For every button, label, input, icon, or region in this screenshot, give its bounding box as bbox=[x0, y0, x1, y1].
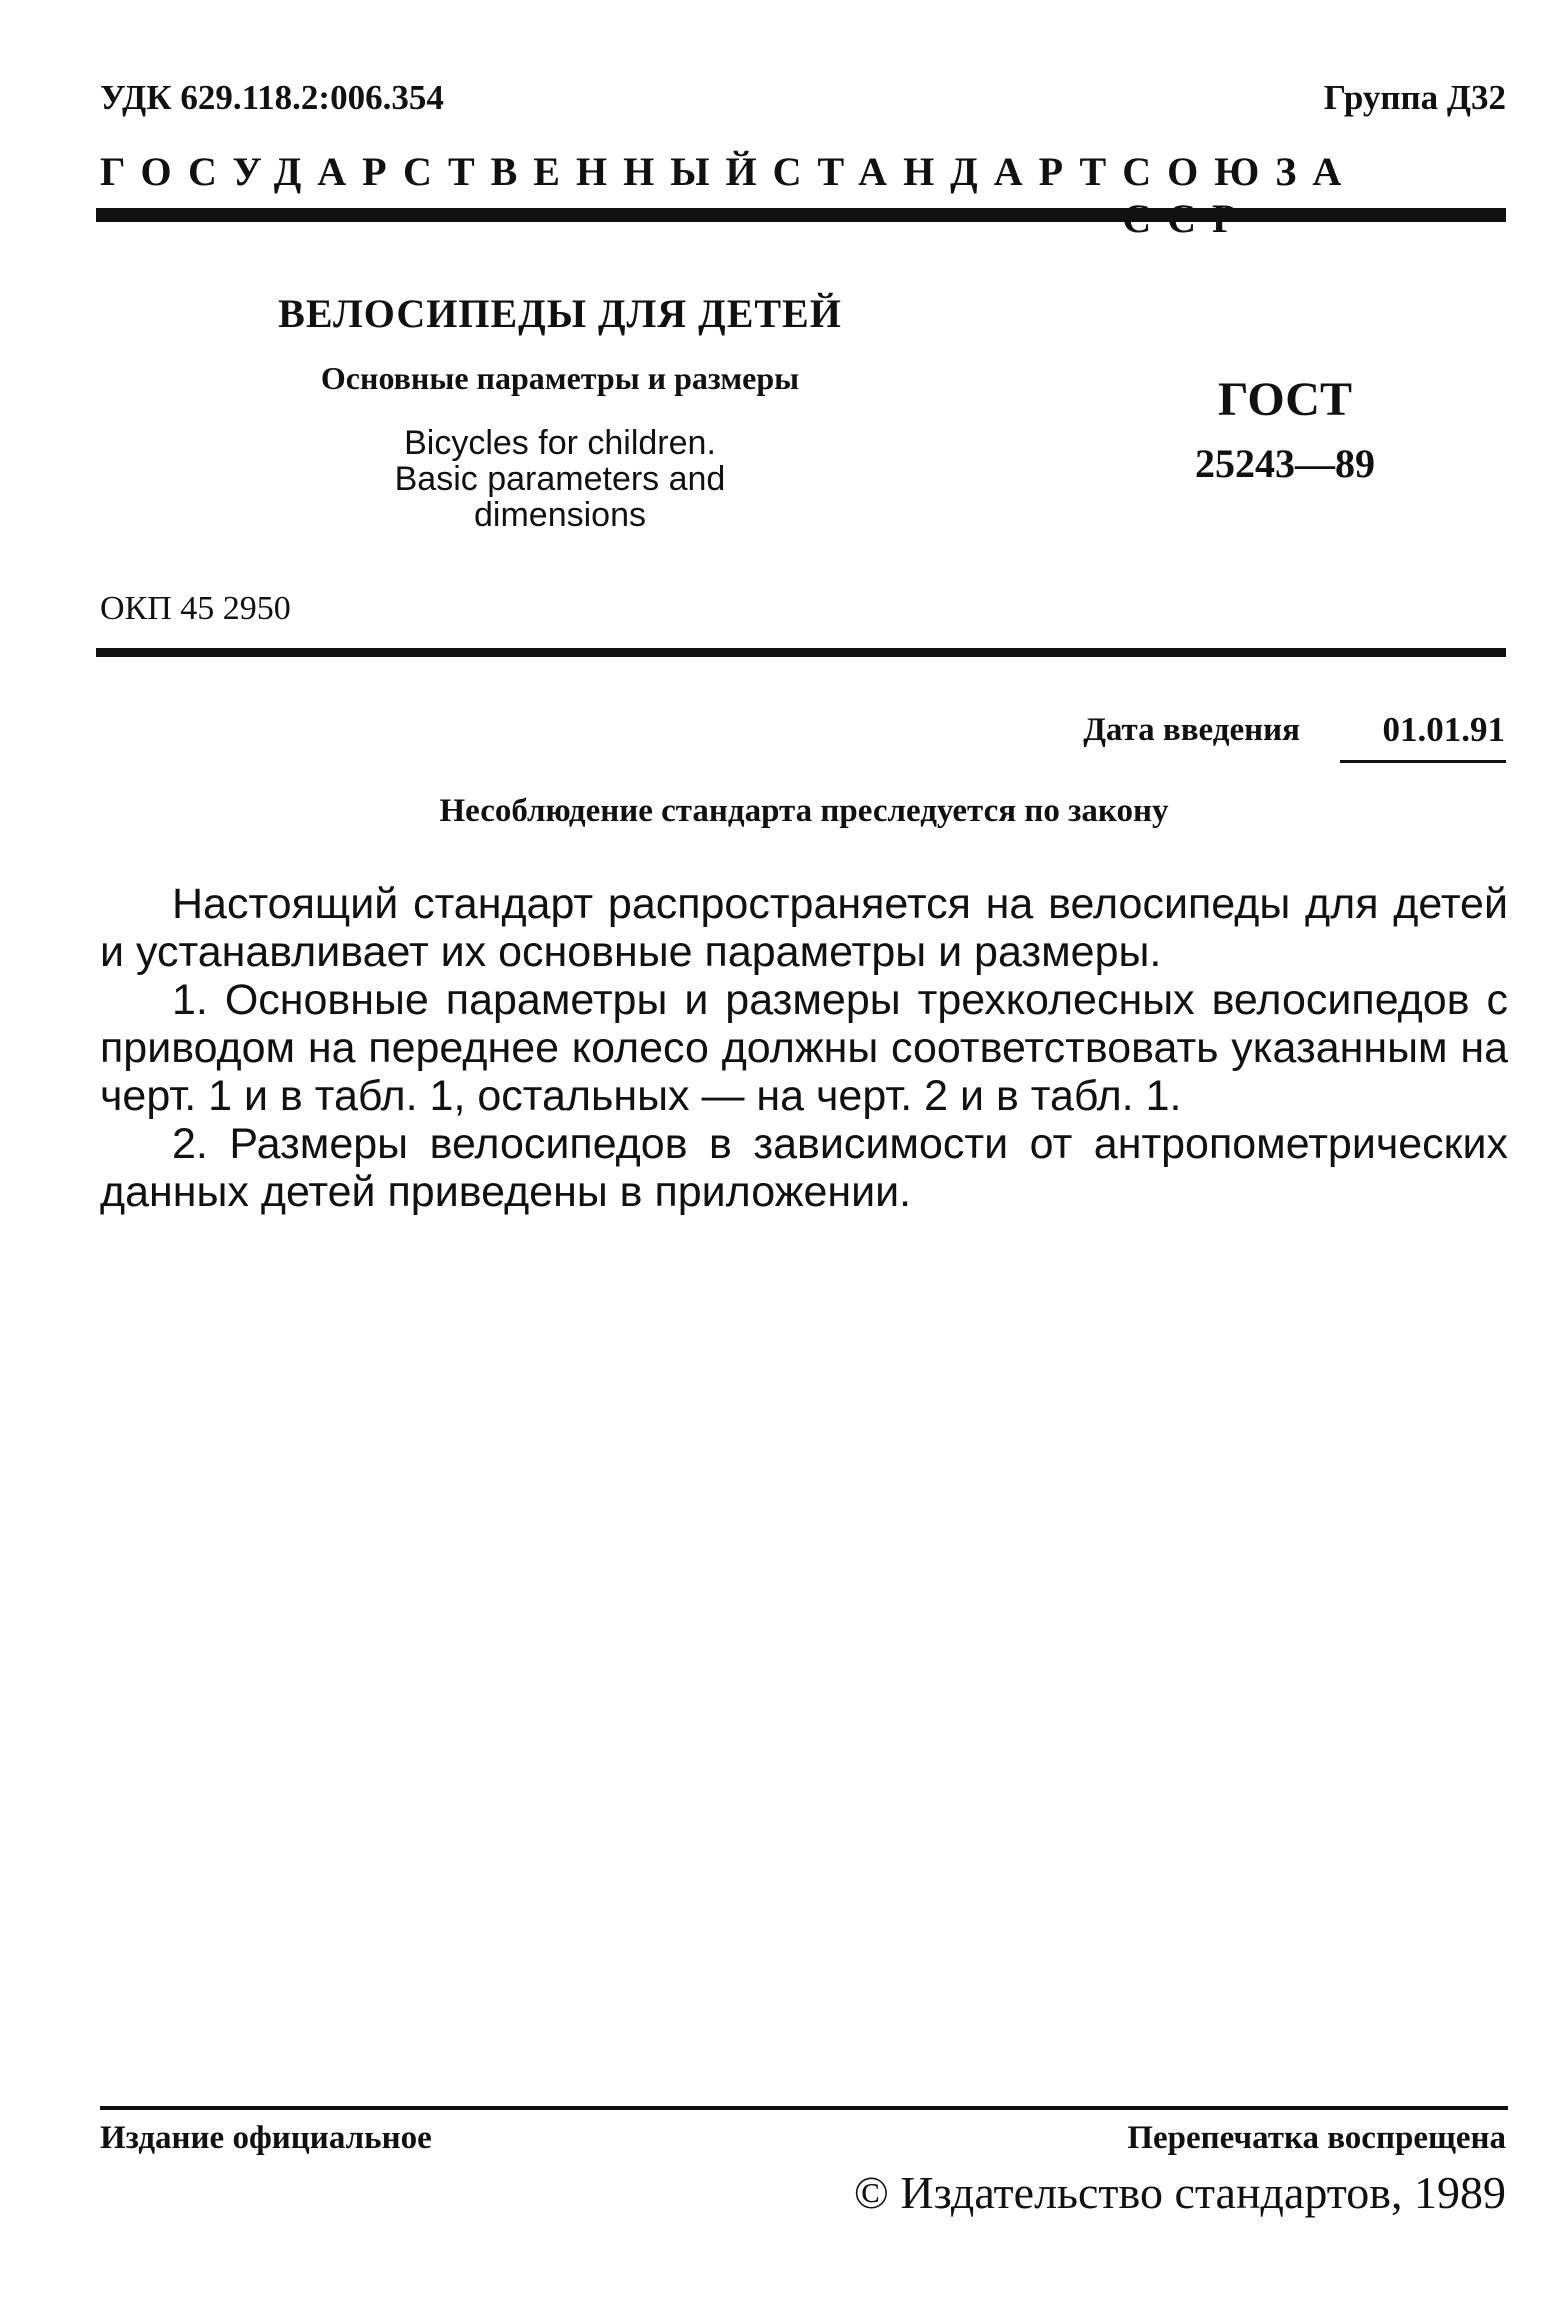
paragraph-clause-1: 1. Основные параметры и размеры трехколесных велосипедов с приводом на переднее колесо должны соответствовать указанным на черт. 1 и в табл. 1, остальных — на черт. 2 и в табл. 1. bbox=[100, 976, 1508, 1120]
document-subtitle: Основные параметры и размеры bbox=[320, 360, 800, 396]
paragraph-clause-2: 2. Размеры велосипедов в зависимости от антропометрических данных детей приведены в приложении. bbox=[100, 1120, 1508, 1216]
introduction-date-label: Дата введения bbox=[1083, 712, 1300, 748]
introduction-date: 01.01.91 bbox=[1382, 710, 1505, 749]
paragraph-scope: Настоящий стандарт распространяется на велосипеды для детей и устанавливает их основные параметры и размеры. bbox=[100, 880, 1508, 976]
banner-word-3: СОЮЗА bbox=[1122, 149, 1358, 194]
law-notice: Несоблюдение стандарта преследуется по закону bbox=[439, 793, 1169, 829]
english-title-line: Basic parameters and bbox=[394, 460, 726, 498]
gost-label: ГОСТ bbox=[1218, 373, 1352, 426]
english-title-line: Bicycles for children. bbox=[404, 424, 716, 462]
udk-code: УДК 629.118.2:006.354 bbox=[100, 78, 444, 117]
edition-note: Издание официальное bbox=[100, 2120, 432, 2156]
gost-number: 25243—89 bbox=[1195, 441, 1375, 486]
okp-code: ОКП 45 2950 bbox=[100, 590, 291, 627]
body-text bbox=[100, 880, 1508, 1216]
banner-word-2: СТАНДАРТ bbox=[772, 149, 1123, 194]
english-title bbox=[300, 425, 820, 533]
footer-rule bbox=[100, 2106, 1508, 2110]
title-block-rule bbox=[96, 648, 1506, 657]
publisher-copyright: © Издательство стандартов, 1989 bbox=[853, 2167, 1506, 2218]
header-rule bbox=[96, 208, 1506, 222]
document-title: ВЕЛОСИПЕДЫ ДЛЯ ДЕТЕЙ bbox=[278, 291, 842, 336]
introduction-date-underline bbox=[1340, 760, 1506, 763]
reprint-note: Перепечатка воспрещена bbox=[1127, 2120, 1506, 2156]
group-code: Группа Д32 bbox=[1323, 78, 1506, 117]
banner-word-1: ГОСУДАРСТВЕННЫЙ bbox=[100, 149, 773, 194]
english-title-line: dimensions bbox=[474, 496, 646, 534]
state-standard-banner bbox=[100, 148, 1508, 242]
